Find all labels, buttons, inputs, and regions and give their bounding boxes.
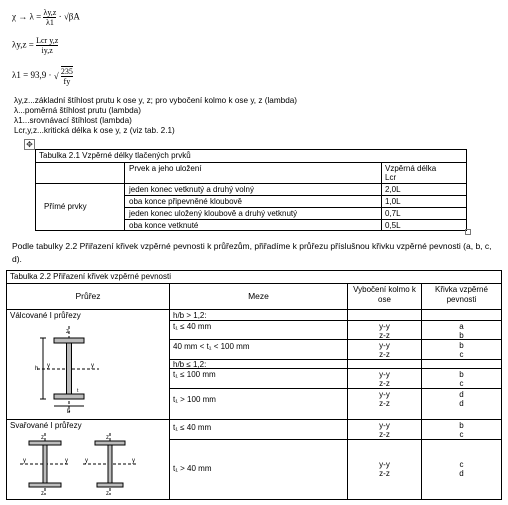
definition-4: Lcr,y,z...kritická délka k ose y, z (viz tab. 2.1): [14, 126, 175, 135]
axis-y-label: y: [23, 458, 26, 464]
table-2-1-row-desc: jeden konec vetknutý a druhý volný: [129, 185, 254, 194]
row-krivka: b c: [459, 341, 464, 359]
table-2-1-group: Přímé prvky: [44, 202, 87, 211]
table-2-1-header-left: Prvek a jeho uložení: [129, 164, 202, 173]
axis-z-label: z: [106, 435, 109, 441]
table-2-1: [35, 149, 467, 231]
section-valcovane: Válcované I průřezy: [10, 311, 81, 320]
row-meze: t₁ > 100 mm: [173, 395, 216, 404]
section-svarovane: Svařované I průřezy: [10, 421, 82, 430]
table-2-1-caption: Tabulka 2.1 Vzpěrné délky tlačených prvků: [36, 150, 466, 163]
table-2-1-row-desc: oba konce připevněné kloubově: [129, 197, 242, 206]
axis-y-label: y: [85, 458, 88, 464]
table-2-1-row-value: 0,7L: [385, 209, 401, 218]
axis-y-label: y: [132, 458, 135, 464]
row-krivka: b c: [459, 421, 464, 439]
table-2-1-header-right: Vzpěrná délka: [385, 164, 437, 173]
formula-lambda-yz: λy,z = Lcr y,z iy,z: [12, 36, 59, 55]
table-2-1-row-value: 2,0L: [385, 185, 401, 194]
table-2-1-header-right-sub: Lcr: [385, 173, 397, 182]
row-krivka: a b: [459, 322, 464, 340]
header-prurez: Průřez: [75, 291, 101, 301]
paragraph: Podle tabulky 2.2 Přiřazení křivek vzpěrné pevnosti k průřezům, přiřadíme k průřezu příslušnou křivku vzpěrné pevnosti (a, b, c, d).: [12, 241, 492, 264]
axis-y-label: y: [65, 458, 68, 464]
row-meze: t₁ ≤ 40 mm: [173, 322, 212, 331]
definition-3: λ1...srovnávací štíhlost (lambda): [14, 116, 132, 125]
welded-i-section-diagram: [15, 431, 165, 497]
table-2-1-row-value: 1,0L: [385, 197, 401, 206]
row-krivka: d d: [459, 390, 464, 408]
table-2-1-row-desc: oba konce vetknuté: [129, 221, 199, 230]
axis-z-label: z: [41, 435, 44, 441]
axis-y-label: y: [91, 363, 94, 369]
row-osa: y-y z-z: [379, 341, 390, 359]
axis-z-label: z: [66, 329, 69, 335]
width-b-label: b: [67, 409, 71, 414]
formula-lambda1: λ1 = 93,9 · √ $\frac{235}{fy}$: [12, 67, 73, 86]
row-osa: y-y z-z: [379, 421, 390, 439]
row-osa: y-y z-z: [379, 322, 390, 340]
row-meze: t₁ ≤ 100 mm: [173, 370, 216, 379]
move-handle-icon[interactable]: ✥: [24, 139, 35, 150]
row-osa: y-y z-z: [379, 370, 390, 388]
header-meze: Meze: [248, 291, 269, 301]
row-osa: y-y z-z: [379, 390, 390, 408]
axis-y-label: y: [47, 363, 50, 369]
resize-handle[interactable]: [465, 229, 471, 235]
definition-1: λy,z...základní štíhlost prutu k ose y, z; pro vybočení kolmo k ose y, z (lambda): [14, 96, 298, 105]
definition-2: λ...poměrná štíhlost prutu (lambda): [14, 106, 141, 115]
table-2-2-caption: Tabulka 2.2 Přiřazení křivek vzpěrné pevnosti: [7, 271, 501, 284]
header-vyboceni: Vybočení kolmo k ose: [353, 285, 416, 304]
row-meze: h/b ≤ 1,2:: [173, 360, 207, 369]
row-meze: 40 mm < t₁ < 100 mm: [173, 342, 250, 351]
table-2-1-row-value: 0,5L: [385, 221, 401, 230]
row-krivka: b c: [459, 370, 464, 388]
header-krivka: Křivka vzpěrné pevnosti: [435, 285, 488, 304]
row-meze: t₁ > 40 mm: [173, 464, 212, 473]
thickness-t-label: t: [77, 388, 79, 394]
table-2-1-row-desc: jeden konec uložený kloubově a druhý vetknutý: [129, 209, 298, 218]
rolled-i-section-diagram: [21, 324, 101, 414]
table-2-2: [6, 270, 502, 500]
axis-z-label: z: [41, 491, 44, 497]
row-krivka: c d: [459, 460, 464, 478]
formula-lambda: χ → λ = $\frac{\lambda y,z}{\lambda 1}$ · √βA: [12, 8, 80, 27]
axis-z-label: z: [106, 491, 109, 497]
row-meze: h/b > 1,2:: [173, 311, 207, 320]
row-meze: t₁ ≤ 40 mm: [173, 423, 212, 432]
height-h-label: h: [35, 366, 39, 372]
row-osa: y-y z-z: [379, 460, 390, 478]
